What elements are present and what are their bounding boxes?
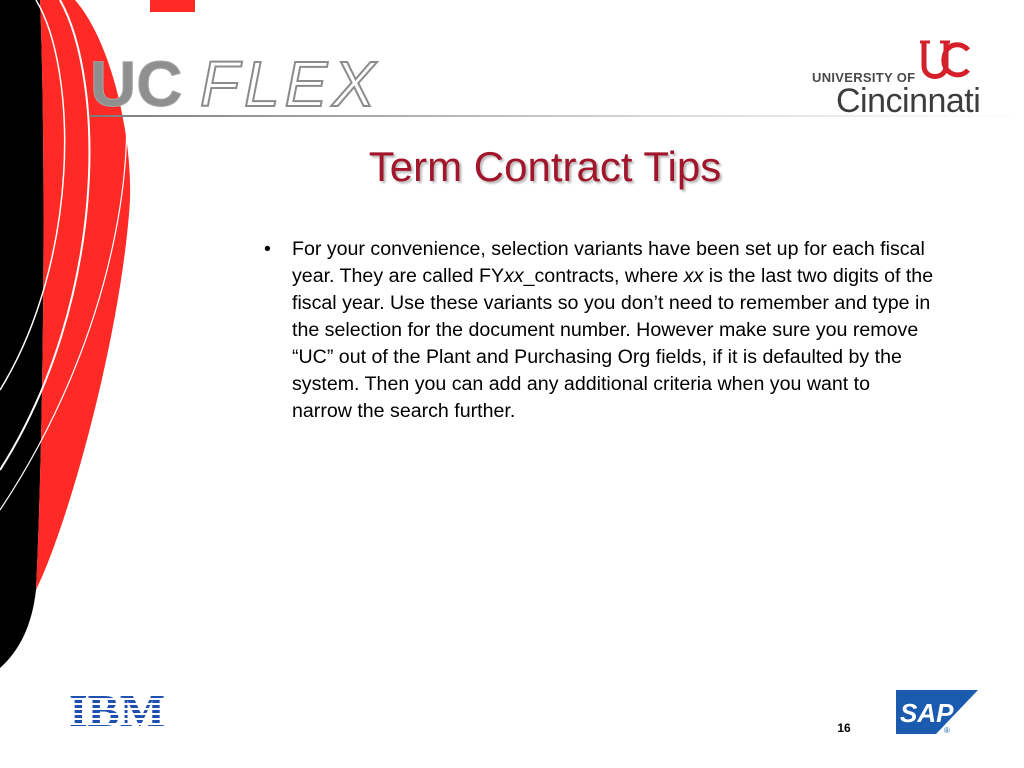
ibm-logo-text: IBM: [69, 690, 165, 730]
bullet-text-part: For your convenience, selection variants have been set up for each fiscal year. They are called FY: [292, 238, 925, 287]
ucflex-flex-text: FLEX: [200, 48, 375, 120]
cincinnati-label: Cincinnati: [836, 82, 981, 120]
page-number: 16: [837, 721, 851, 735]
ucflex-uc-text: UC: [90, 48, 183, 120]
bullet-marker: •: [264, 238, 271, 260]
bullet-text-italic: xx: [504, 265, 524, 287]
slide-title: Term Contract Tips: [368, 143, 722, 190]
university-of-cincinnati-logo: [808, 40, 993, 120]
sap-registered-mark: ®: [944, 726, 950, 735]
bullet-list: [264, 236, 934, 425]
uc-monogram-icon: [920, 40, 972, 84]
ucflex-logo: [88, 28, 388, 123]
sap-logo: [896, 690, 980, 736]
bullet-text-part: _contracts, where: [523, 265, 684, 287]
black-band: [0, 0, 43, 668]
bullet-text-part: is the last two digits of the fiscal year. Use these variants so you don’t need to remember and type in the selection for the document number. However make sure you remove “UC” out of the Plant and Purchasing Org fields, if it is defaulted by the system. Then you can add any additional criteria when you want to narrow the search further.: [292, 265, 934, 422]
ibm-logo: [68, 690, 166, 730]
red-tab: [150, 0, 195, 12]
bullet-text-italic: xx: [683, 265, 704, 287]
university-of-label: UNIVERSITY OF: [812, 70, 916, 85]
bullet-item: [264, 236, 934, 425]
sap-logo-text: SAP: [900, 698, 954, 728]
